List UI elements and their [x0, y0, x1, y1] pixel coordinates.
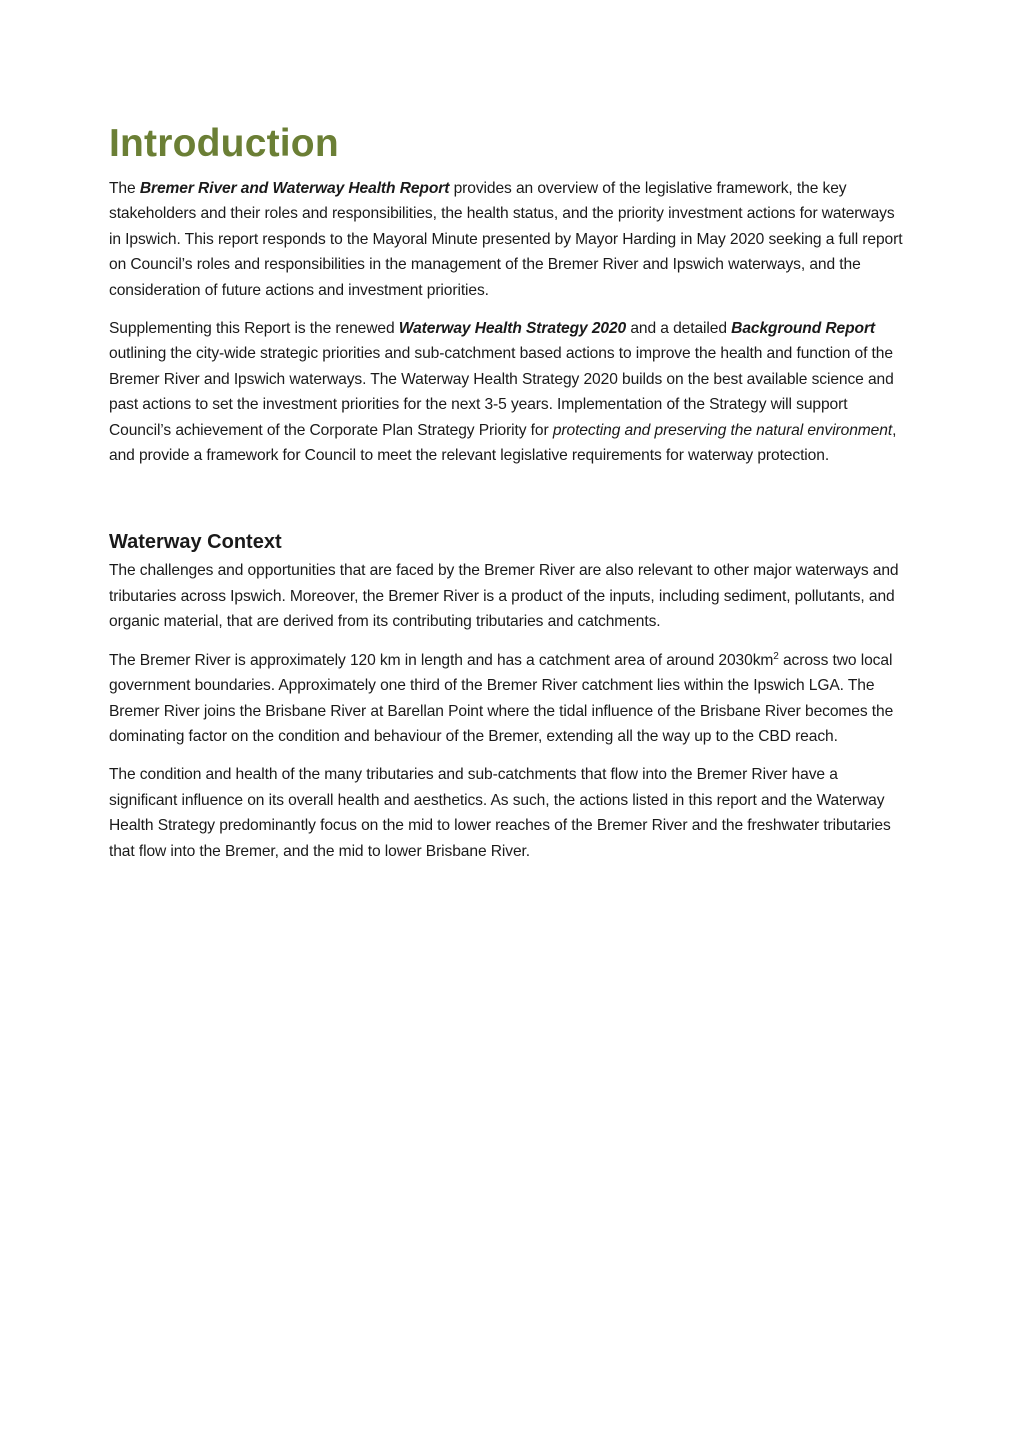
text-run: , and provide a framework for Council to meet the relevant legislative requirements for waterway protection. [109, 421, 897, 465]
priority-phrase: protecting and preserving the natural environment [552, 421, 893, 439]
section-heading-introduction: Introduction [109, 122, 339, 165]
background-report-title: Background Report [731, 320, 876, 338]
text-run: and a detailed [626, 320, 732, 338]
text-run: outlining the city-wide strategic priorities and sub-catchment based actions to improve the health and function of the Bremer River and Ipswich waterways. The Waterway Health Strategy 2020 builds on the best available science and past actions to set the investment priorities for the next 3-5 years. Implementation of the Strategy will support Council’s achievement of the Corporate Plan Strategy Priority for [109, 345, 894, 439]
report-title: Bremer River and Waterway Health Report [139, 180, 450, 197]
context-paragraph-1: The challenges and opportunities that are faced by the Bremer River are also relevant to other major waterways and tributaries across Ipswich. Moreover, the Bremer River is a product of the inputs, including sediment, pollutants, and organic material, that are derived from its contributing tributaries and catchments. [109, 562, 899, 631]
context-paragraph-2 [109, 648, 909, 750]
intro-paragraph-1 [109, 176, 909, 303]
text-run: Supplementing this Report is the renewed [109, 320, 399, 338]
section-spacer [109, 481, 909, 528]
document-page [109, 118, 909, 877]
superscript: 2 [773, 650, 779, 662]
intro-paragraph-2 [109, 316, 909, 468]
context-paragraph-3: The condition and health of the many tributaries and sub-catchments that flow into the Bremer River have a significant influence on its overall health and aesthetics. As such, the actions listed in this report and the Waterway Health Strategy predominantly focus on the mid to lower reaches of the Bremer River and the freshwater tributaries that flow into the Bremer, and the mid to lower Brisbane River. [109, 766, 891, 860]
section-heading-waterway-context: Waterway Context [109, 531, 282, 554]
text-run: The Bremer River is approximately 120 km in length and has a catchment area of around 2030km [109, 651, 774, 669]
text-run: across two local government boundaries. Approximately one third of the Bremer River catchment lies within the Ipswich LGA. The Bremer River joins the Brisbane River at Barellan Point where the tidal influence of the Brisbane River becomes the dominating factor on the condition and behaviour of the Bremer, extending all the way up to the CBD reach. [109, 651, 894, 745]
text-run: The [109, 180, 140, 197]
strategy-title: Waterway Health Strategy 2020 [398, 320, 627, 338]
text-run: provides an overview of the legislative framework, the key stakeholders and their roles and responsibilities, the health status, and the priority investment actions for waterways in Ipswich. This report responds to the Mayoral Minute presented by Mayor Harding in May 2020 seeking a full report on Council’s roles and responsibilities in the management of the Bremer River and Ipswich waterways, and the consideration of future actions and investment priorities. [109, 180, 903, 299]
